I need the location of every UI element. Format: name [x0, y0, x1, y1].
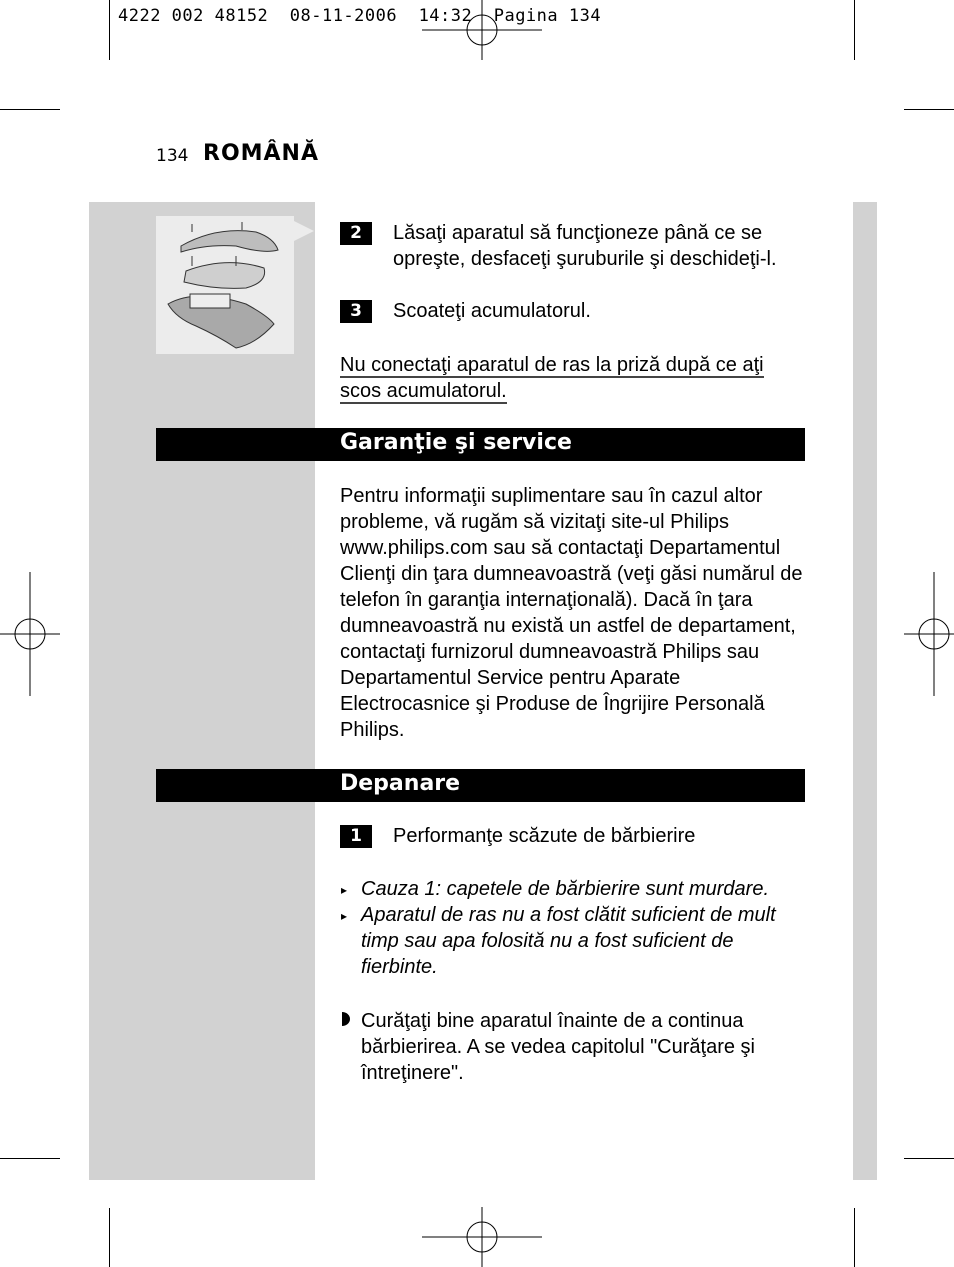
illustration-pointer [294, 221, 314, 241]
print-slug: 4222 002 48152 08-11-2006 14:32 Pagina 134 [118, 6, 602, 26]
crosshair-icon [420, 1207, 544, 1267]
page-number: 134 [156, 146, 189, 166]
warning-text: Nu conectaţi aparatul de ras la priză după ce aţi scos acumulatorul. [340, 354, 764, 402]
warning-note [340, 352, 800, 404]
problem-text: Performanţe scăzute de bărbierire [393, 825, 696, 847]
problem-number: 1 [340, 825, 372, 848]
cause-text: Cauza 1: capetele de bărbierire sunt murdare. [361, 878, 770, 900]
step-number: 3 [340, 300, 372, 323]
section-bar-guarantee [156, 428, 805, 461]
language-heading: ROMÂNĂ [203, 141, 319, 166]
step-text: Lăsaţi aparatul să funcţioneze până ce se opreşte, desfaceţi şuruburile şi deschideţi-l. [393, 222, 777, 270]
half-circle-icon [341, 1009, 351, 1035]
cause-list [341, 876, 801, 980]
crosshair-icon [420, 0, 544, 60]
right-margin-panel [853, 202, 877, 1180]
cause-item [341, 902, 801, 980]
cause-item [341, 876, 801, 902]
cause-text: Aparatul de ras nu a fost clătit suficient de mult timp sau apa folosită nu a fost suficient de fierbinte. [361, 904, 776, 978]
guarantee-paragraph [340, 483, 810, 743]
shaver-disassembly-illustration [156, 216, 294, 354]
triangle-right-icon: ▸ [341, 909, 348, 923]
guarantee-text-continued: sau să contactaţi Departamentul Clienţi din ţara dumneavoastră (veţi găsi numărul de telefon în garanţia internaţională). Dacă în ţara dumneavoastră nu există un astfel de departament, contactaţi furnizorul dumneavoastră Philips sau Departamentul Service pentru Aparate Electrocasnice şi Produse de Îngrijire Personală Philips. [340, 537, 803, 741]
crosshair-icon [0, 572, 62, 696]
section-bar-troubleshooting [156, 769, 805, 802]
solution-item [341, 1008, 821, 1086]
solution-text: Curăţaţi bine aparatul înainte de a continua bărbierirea. A se vedea capitolul "Curăţare şi întreţinere". [361, 1010, 755, 1084]
section-title: Depanare [340, 771, 461, 796]
triangle-right-icon: ▸ [341, 883, 348, 897]
crosshair-icon [900, 572, 954, 696]
section-title: Garanţie şi service [340, 430, 572, 455]
step-text: Scoateţi acumulatorul. [393, 300, 591, 322]
guarantee-text: Pentru informaţii suplimentare sau în cazul altor probleme, vă rugăm să vizitaţi site-ul Philips [340, 485, 763, 533]
philips-website-link[interactable]: www.philips.com [340, 537, 488, 559]
step-number: 2 [340, 222, 372, 245]
